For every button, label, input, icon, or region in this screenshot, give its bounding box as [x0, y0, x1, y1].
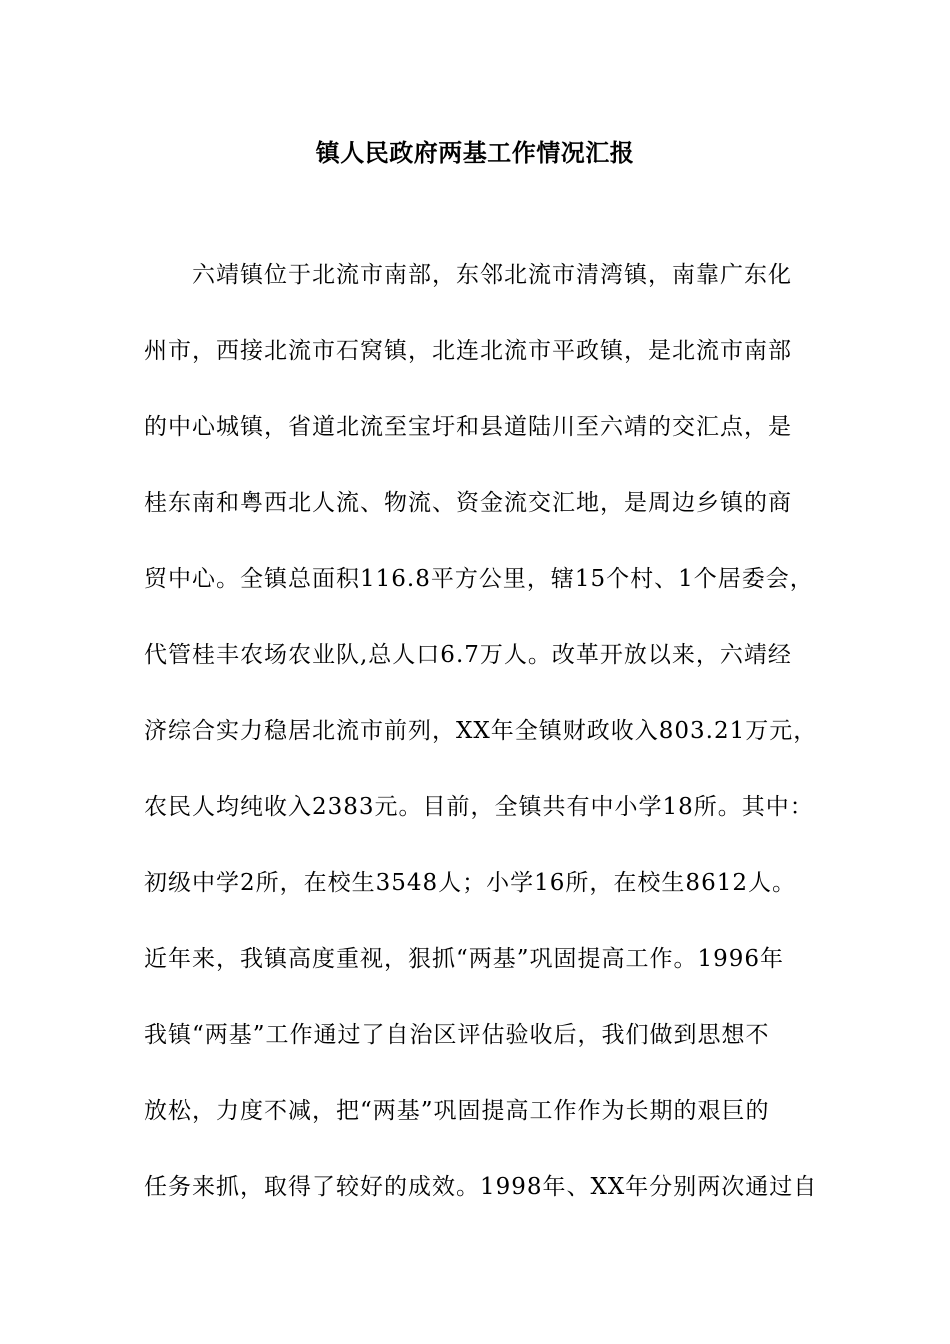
body-line: 初级中学2所，在校生3548人；小学16所，在校生8612人。 [144, 870, 796, 896]
body-line: 我镇“两基”工作通过了自治区评估验收后，我们做到思想不 [144, 1022, 770, 1048]
body-line: 近年来，我镇高度重视，狠抓“两基”巩固提高工作。1996年 [144, 946, 785, 972]
body-line: 六靖镇位于北流市南部，东邻北流市清湾镇，南靠广东化 [192, 262, 792, 288]
body-line: 济综合实力稳居北流市前列，XX年全镇财政收入803.21万元， [144, 718, 818, 744]
body-line: 贸中心。全镇总面积116.8平方公里，辖15个村、1个居委会， [144, 566, 814, 592]
body-line: 农民人均纯收入2383元。目前，全镇共有中小学18所。其中： [144, 794, 814, 820]
document-title: 镇人民政府两基工作情况汇报 [315, 138, 635, 167]
document-body [144, 253, 824, 1241]
body-line: 任务来抓，取得了较好的成效。1998年、XX年分别两次通过自 [144, 1174, 818, 1200]
body-line: 州市，西接北流市石窝镇，北连北流市平政镇，是北流市南部 [144, 338, 792, 364]
body-line: 桂东南和粤西北人流、物流、资金流交汇地，是周边乡镇的商 [144, 490, 792, 516]
body-line: 代管桂丰农场农业队,总人口6.7万人。改革开放以来，六靖经 [144, 642, 792, 668]
body-line: 的中心城镇，省道北流至宝圩和县道陆川至六靖的交汇点，是 [144, 414, 792, 440]
body-line: 放松，力度不减，把“两基”巩固提高工作作为长期的艰巨的 [144, 1098, 770, 1124]
